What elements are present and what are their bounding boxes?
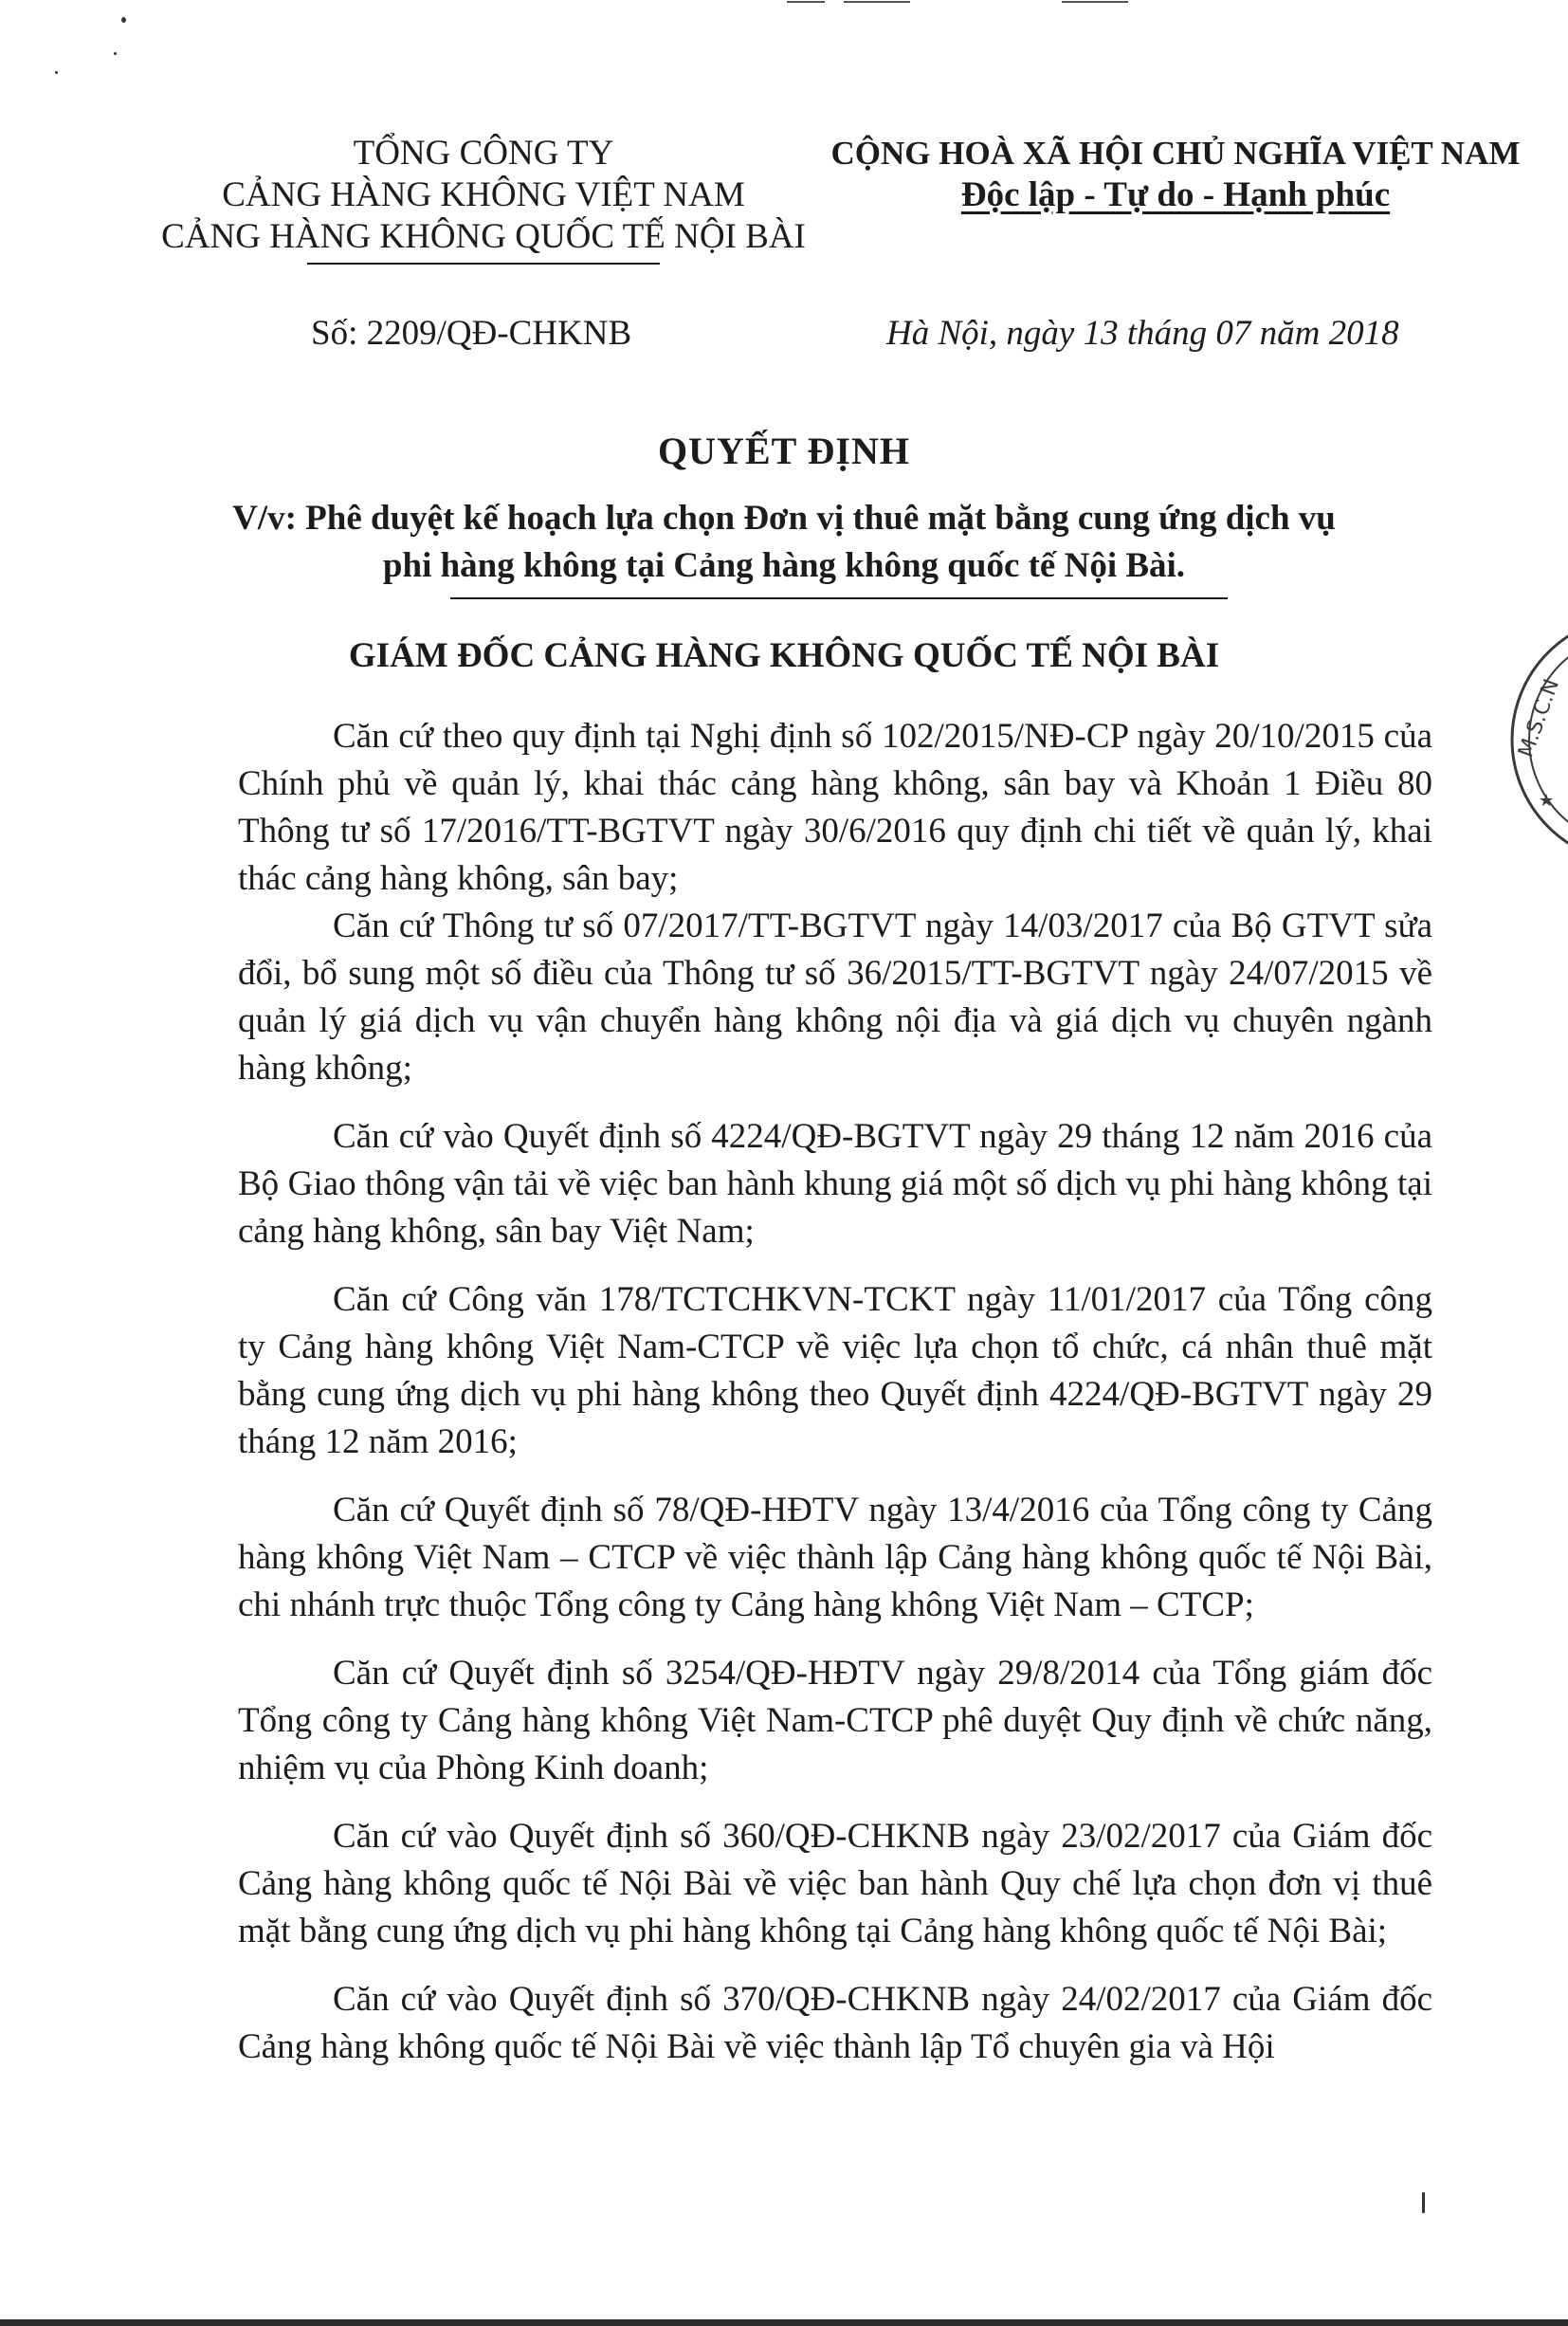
- org-underline: [307, 263, 660, 265]
- scan-bottom-edge: [0, 2319, 1568, 2326]
- document-body: [238, 713, 1432, 2071]
- document-number: Số: 2209/QĐ-CHKNB: [311, 314, 632, 353]
- document-date: Hà Nội, ngày 13 tháng 07 năm 2018: [886, 314, 1399, 353]
- organization-header: [152, 133, 815, 265]
- document-title: QUYẾT ĐỊNH: [658, 430, 910, 472]
- org-name: CẢNG HÀNG KHÔNG QUỐC TẾ NỘI BÀI: [161, 217, 806, 256]
- legal-basis-paragraph: Căn cứ vào Quyết định số 360/QĐ-CHKNB ngày 23/02/2017 của Giám đốc Cảng hàng không quốc tế Nội Bài về việc ban hành Quy chế lựa chọn đơn vị thuê mặt bằng cung ứng dịch vụ phi hàng không tại Cảng hàng không quốc tế Nội Bài;: [238, 1817, 1432, 1951]
- seal-text: M.S.C.N: [1514, 675, 1564, 761]
- legal-basis-paragraph: Căn cứ Công văn 178/TCTCHKVN-TCKT ngày 11/01/2017 của Tổng công ty Cảng hàng không Việt Nam-CTCP về việc lựa chọn tổ chức, cá nhân thuê mặt bằng cung ứng dịch vụ phi hàng không theo Quyết định 4224/QĐ-BGTVT ngày 29 tháng 12 năm 2016;: [238, 1280, 1432, 1461]
- scan-speck: [121, 17, 126, 23]
- subject-line2: phi hàng không tại Cảng hàng không quốc tế Nội Bài.: [382, 546, 1186, 585]
- seal-star-icon: ★: [1539, 791, 1555, 811]
- country-name: CỘNG HOÀ XÃ HỘI CHỦ NGHĨA VIỆT NAM: [830, 135, 1521, 172]
- org-parent-line1: TỔNG CÔNG TY: [353, 134, 614, 173]
- org-parent-line2: CẢNG HÀNG KHÔNG VIỆT NAM: [222, 175, 745, 214]
- legal-basis-paragraph: Căn cứ vào Quyết định số 4224/QĐ-BGTVT ngày 29 tháng 12 năm 2016 của Bộ Giao thông vận tải về việc ban hành khung giá một số dịch vụ phi hàng không tại cảng hàng không, sân bay Việt Nam;: [238, 1117, 1432, 1251]
- national-header: [815, 133, 1536, 216]
- subject-line1: V/v: Phê duyệt kế hoạch lựa chọn Đơn vị thuê mặt bằng cung ứng dịch vụ: [232, 499, 1336, 538]
- legal-basis-paragraph: Căn cứ Quyết định số 78/QĐ-HĐTV ngày 13/4/2016 của Tổng công ty Cảng hàng không Việt Nam – CTCP về việc thành lập Cảng hàng không quốc tế Nội Bài, chi nhánh trực thuộc Tổng công ty Cảng hàng không Việt Nam – CTCP;: [238, 1491, 1432, 1624]
- subject-underline: [450, 597, 1228, 599]
- seal-stamp-icon: [1503, 607, 1568, 872]
- scan-speck: [55, 71, 58, 74]
- issuing-authority: GIÁM ĐỐC CẢNG HÀNG KHÔNG QUỐC TẾ NỘI BÀI: [348, 636, 1220, 675]
- legal-basis-paragraph: Căn cứ vào Quyết định số 370/QĐ-CHKNB ngày 24/02/2017 của Giám đốc Cảng hàng không quốc tế Nội Bài về việc thành lập Tổ chuyên gia và Hội: [238, 1980, 1432, 2066]
- document-subject: [0, 495, 1568, 599]
- scan-speck: [1422, 2192, 1425, 2213]
- scan-speck: [114, 52, 117, 55]
- legal-basis-paragraph: Căn cứ Quyết định số 3254/QĐ-HĐTV ngày 29/8/2014 của Tổng giám đốc Tổng công ty Cảng hàng không Việt Nam-CTCP phê duyệt Quy định về chức năng, nhiệm vụ của Phòng Kinh doanh;: [238, 1654, 1432, 1787]
- national-motto: Độc lập - Tự do - Hạnh phúc: [960, 175, 1391, 214]
- legal-basis-paragraph: Căn cứ theo quy định tại Nghị định số 102/2015/NĐ-CP ngày 20/10/2015 của Chính phủ về quản lý, khai thác cảng hàng không, sân bay và Khoản 1 Điều 80 Thông tư số 17/2016/TT-BGTVT ngày 30/6/2016 quy định chi tiết về quản lý, khai thác cảng hàng không, sân bay;: [238, 717, 1432, 898]
- scan-edge-marks: [787, 0, 1128, 4]
- legal-basis-paragraph: Căn cứ Thông tư số 07/2017/TT-BGTVT ngày 14/03/2017 của Bộ GTVT sửa đổi, bổ sung một số điều của Thông tư số 36/2015/TT-BGTVT ngày 24/07/2015 về quản lý giá dịch vụ vận chuyển hàng không nội địa và giá dịch vụ chuyên ngành hàng không;: [238, 907, 1432, 1088]
